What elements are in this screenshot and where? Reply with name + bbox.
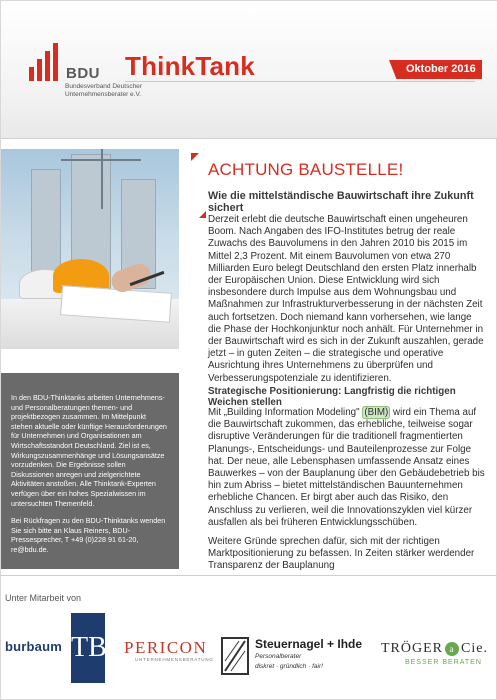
logo-subtitle bbox=[65, 83, 165, 98]
footer-divider bbox=[1, 575, 497, 576]
infobox-text: In den BDU-Thinktanks arbeiten Unternehmens- und Personalberatungen themen- und projektbezogen zusammen. Im Mittelpunkt stehen aktuelle oder künftige Herausforderungen für Unternehmen und Organisationen am Wirtschaftsstandort Deutschland. Ziel ist es, Wirkungszusammenhänge und Lösungsansätze vorzudenken. Die Ergebnisse sollen Diskussionen anregen und zielgerichtete Aktivitäten anstoßen. Alle Thinktank-Experten verfügen über ein hohes Spezialwissen im untersuchten Themenfeld. bbox=[11, 393, 167, 508]
troeger-at-icon: a bbox=[445, 642, 459, 656]
thinktank-infobox bbox=[1, 373, 179, 569]
troeger-name: TRÖGER bbox=[381, 641, 443, 656]
pericon-subtitle: UNTERNEHMENSBERATUNG bbox=[135, 657, 214, 662]
logo-subtitle-line: Unternehmensberater e.V. bbox=[65, 90, 142, 98]
infobox-contact: Bei Rückfragen zu den BDU-Thinktanks wenden Sie sich bitte an Klaus Reiners, BDU-Pressesprecher, T +49 (0)228 91 61-20, re@bdu.de. bbox=[11, 516, 166, 554]
steuernagel-name: Steuernagel + Ihde bbox=[255, 637, 363, 651]
partners-label: Unter Mitarbeit von bbox=[5, 593, 82, 603]
burbaum-logo: burbaum bbox=[5, 639, 63, 654]
bim-highlight: (BIM) bbox=[364, 407, 389, 418]
crane-shape bbox=[61, 159, 141, 161]
logo-text: BDU bbox=[66, 65, 100, 82]
crane-shape bbox=[101, 149, 103, 209]
pericon-logo: PERICON bbox=[124, 638, 208, 657]
article-subheadline: Wie die mittelständische Bauwirtschaft ihre Zukunft sichert bbox=[208, 190, 474, 214]
troeger-cie: Cie. bbox=[461, 641, 488, 656]
paragraph-text: wird ein Thema auf die Bauwirtschaft zukommen, das erhebliche, teilweise sogar disruptive Veränderungen für die traditionell fragmentierten Planungs-, Entscheidungs- und Bauteilenprozesse zur Folge hat. Der neue, alle Lebensphasen umfassende Ansatz eines Bauwerkes – von der Bauplanung über den Gebäudebetrieb bis hin zum Abriss – bietet mittelständischen Bauunternehmen erhebliche Chancen. Er birgt aber auch das Risiko, den Anschluss zu verlieren, weil die Innovationszyklen viel kürzer ausfallen als bei früheren Entwicklungsschüben. bbox=[208, 407, 485, 528]
brand-title: ThinkTank bbox=[125, 51, 255, 81]
header-rule bbox=[125, 81, 475, 82]
steuernagel-mark-icon bbox=[223, 639, 247, 673]
steuernagel-subtitle: Personalberater bbox=[255, 653, 302, 660]
issue-date: Oktober 2016 bbox=[406, 63, 476, 75]
headline-marker-icon bbox=[191, 153, 199, 161]
steuernagel-logo-icon bbox=[221, 637, 249, 675]
construction-photo bbox=[1, 149, 179, 349]
article-headline: ACHTUNG BAUSTELLE! bbox=[208, 160, 404, 179]
section-heading: Strategische Positionierung: Langfristig die richtigen Weichen stellen bbox=[208, 386, 456, 408]
bdu-bars-icon bbox=[29, 43, 58, 81]
article-paragraph: Weitere Gründe sprechen dafür, sich mit der richtigen Marktpositionierung zu befassen. In Zeiten stärker werdender Transparenz der Bauplanung bbox=[208, 536, 475, 572]
header bbox=[1, 1, 497, 139]
bdu-logo bbox=[29, 43, 142, 98]
body-marker-icon bbox=[199, 211, 206, 218]
steuernagel-tagline: diskret · gründlich · fair! bbox=[255, 663, 323, 670]
article-paragraph: Derzeit erlebt die deutsche Bauwirtschaft einen ungeheuren Boom. Nach Angaben des IFO-Institutes betrug der reale Zuwachs des Bauvolumens in den Jahren 2010 bis 2015 im Mittel 2,3 Prozent. Mit einem Bauvolumen von etwa 270 Milliarden Euro belegt Deutschland den ersten Platz innerhalb der Europäischen Union. Diese Entwicklung wird sich insbesondere durch Impulse aus dem Wohnungsbau und Maßnahmen zur Infrastrukturverbesserung in der nächsten Zeit auch fortsetzen. Doch niemand kann vorhersehen, wie lange die Phase der Hochkonjunktur noch anhält. Für Unternehmer in der Bauwirtschaft wird es sich in der Zukunft auszahlen, gerade jetzt – in guten Zeiten – die strategische und operative Ausrichtung ihres Unternehmens zu überprüfen und Verbesserungspotenziale zu identifizieren. bbox=[208, 214, 484, 384]
article-paragraph bbox=[208, 407, 486, 529]
troeger-tagline: BESSER BERATEN bbox=[405, 659, 482, 666]
troeger-logo bbox=[381, 641, 488, 657]
tb-logo: TB bbox=[71, 613, 105, 683]
logo-subtitle-line: Bundesverband Deutscher bbox=[65, 83, 142, 90]
paragraph-text: Mit „Building Information Modeling" bbox=[208, 407, 363, 418]
